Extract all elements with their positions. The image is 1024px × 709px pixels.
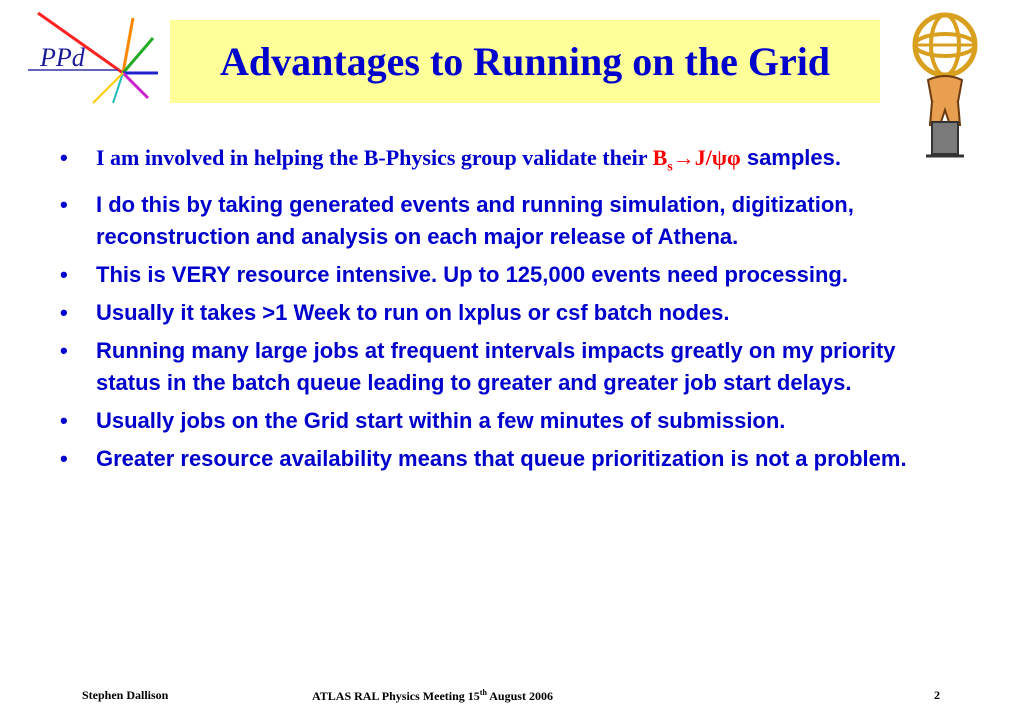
bullet-item-5: • Running many large jobs at frequent intervals impacts greatly on my priority status in the batch queue leading to greater and greater job start delays. [60, 335, 945, 399]
footer-meeting: ATLAS RAL Physics Meeting 15th August 2006 [312, 688, 553, 703]
bullet-item-2: • I do this by taking generated events and running simulation, digitization, reconstruction and analysis on each major release of Athena. [60, 189, 945, 253]
bullet-item-3: • This is VERY resource intensive. Up to 125,000 events need processing. [60, 259, 945, 291]
bullet-marker: • [60, 408, 68, 434]
bullet-marker: • [60, 145, 68, 170]
page-title: Advantages to Running on the Grid [219, 39, 831, 84]
bullet-marker: • [60, 262, 68, 288]
bullet-marker: • [60, 338, 68, 364]
footer-page-number: 2 [934, 688, 940, 702]
title-banner [170, 20, 880, 103]
atlas-figure-logo-icon [900, 10, 990, 158]
bullet-item-6: • Usually jobs on the Grid start within a few minutes of submission. [60, 405, 945, 437]
bullet-list [60, 142, 945, 481]
bullet-marker: • [60, 446, 68, 472]
bullet-item-4: • Usually it takes >1 Week to run on lxplus or csf batch nodes. [60, 297, 945, 329]
ppd-logo-text: PPd [40, 43, 85, 72]
ppd-logo [18, 8, 163, 108]
bullet-marker: • [60, 192, 68, 218]
bullet-marker: • [60, 300, 68, 326]
bullet-item-1: • I am involved in helping the B-Physics group validate their $B_s\to J/\psi\varphi$ samples. [60, 142, 945, 183]
footer-author: Stephen Dallison [82, 688, 169, 702]
bullet-item-7: • Greater resource availability means that queue prioritization is not a problem. [60, 443, 945, 475]
